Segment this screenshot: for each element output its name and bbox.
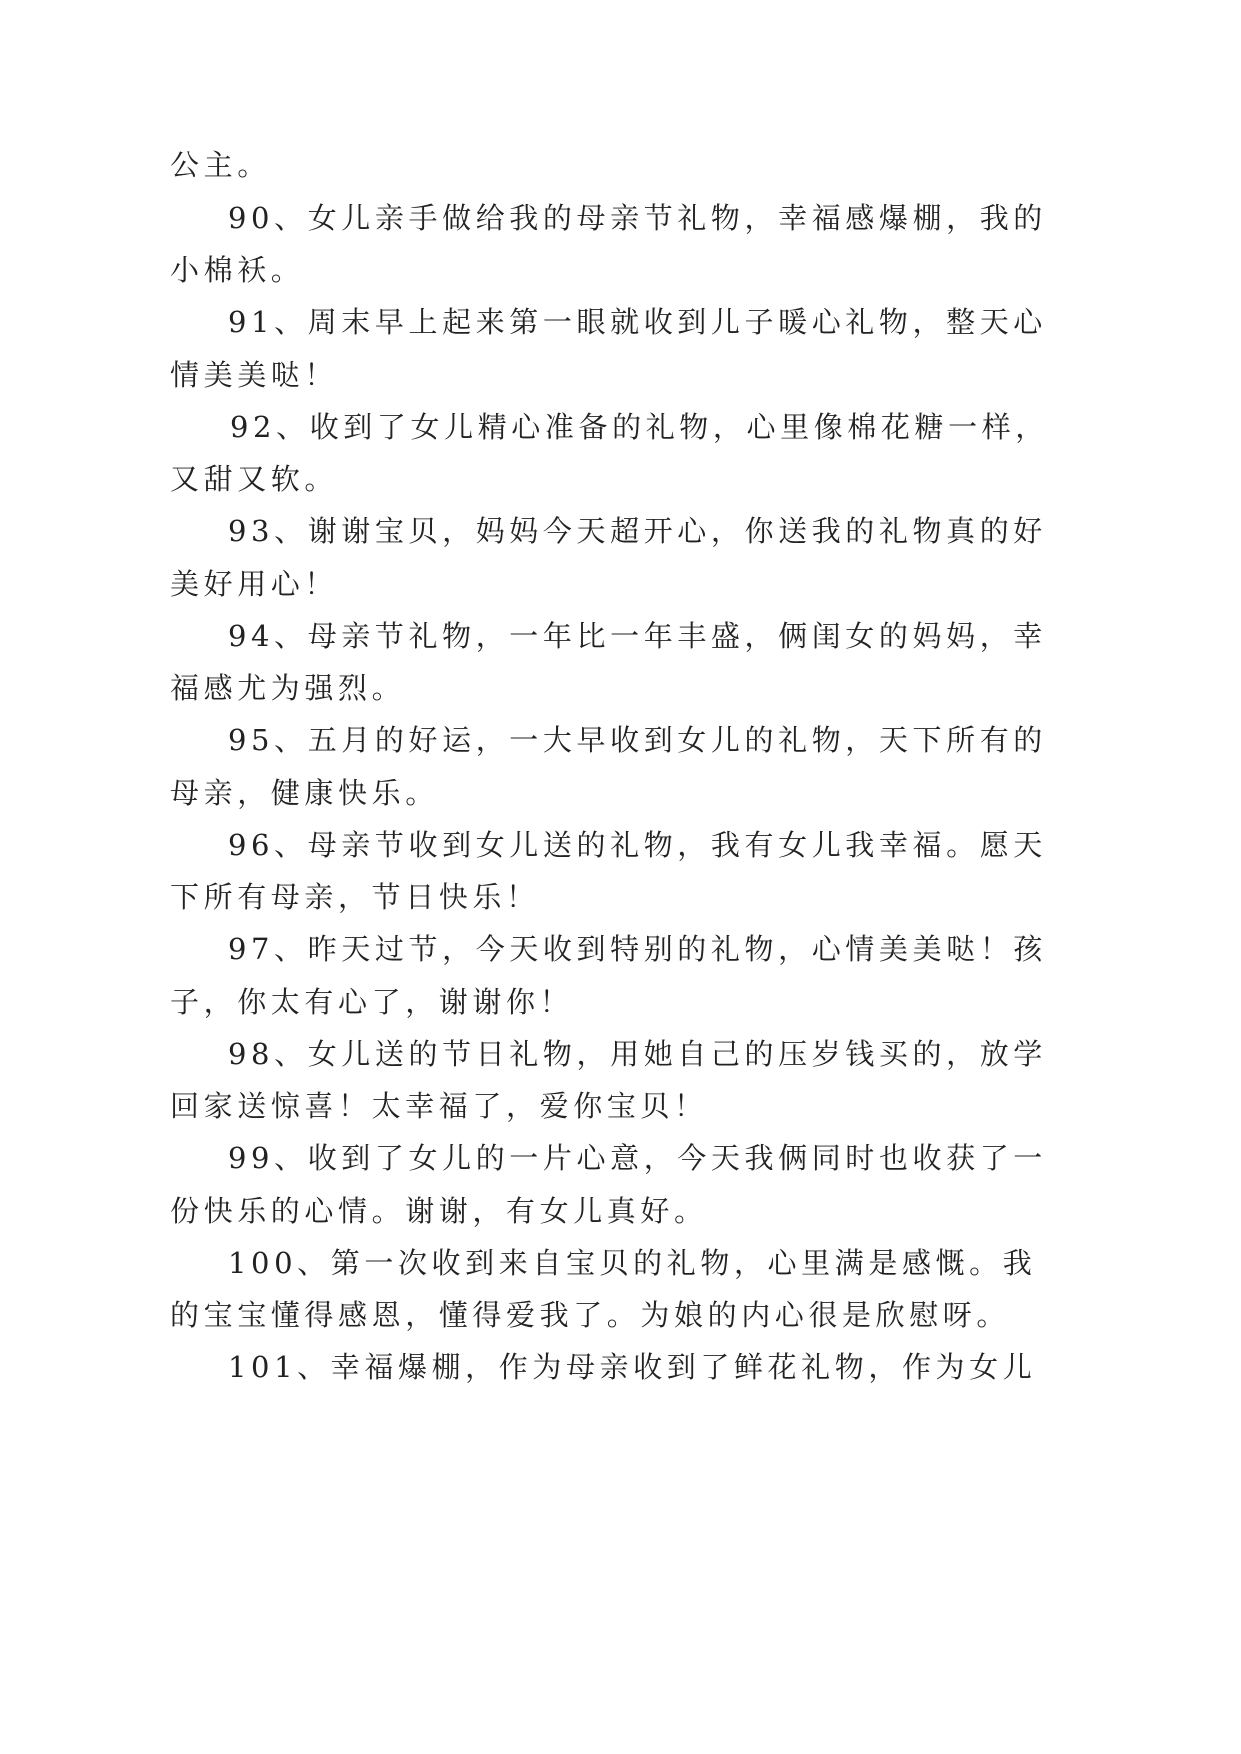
text-line: 小棉袄。 — [170, 253, 305, 287]
text-line: 100、第一次收到来自宝贝的礼物，心里满是感慨。我 — [228, 1246, 1037, 1280]
text-line: 98、女儿送的节日礼物，用她自己的压岁钱买的，放学 — [228, 1037, 1047, 1071]
text-line: 母亲，健康快乐。 — [170, 776, 439, 810]
text-line: 91、周末早上起来第一眼就收到儿子暖心礼物，整天心 — [228, 305, 1047, 339]
text-line: 福感尤为强烈。 — [170, 671, 406, 705]
text-line: 份快乐的心情。谢谢，有女儿真好。 — [170, 1194, 708, 1228]
text-line: 92、收到了女儿精心准备的礼物，心里像棉花糖一样， — [230, 410, 1049, 444]
text-line: 97、昨天过节，今天收到特别的礼物，心情美美哒！孩 — [228, 932, 1047, 966]
text-line: 96、母亲节收到女儿送的礼物，我有女儿我幸福。愿天 — [228, 828, 1047, 862]
text-line: 94、母亲节礼物，一年比一年丰盛，俩闺女的妈妈，幸 — [228, 619, 1047, 653]
text-line: 90、女儿亲手做给我的母亲节礼物，幸福感爆棚，我的 — [228, 201, 1047, 235]
text-line: 回家送惊喜！太幸福了，爱你宝贝！ — [170, 1089, 708, 1123]
text-line: 又甜又软。 — [170, 462, 339, 496]
text-line: 公主。 — [170, 148, 271, 182]
text-line: 下所有母亲，节日快乐！ — [170, 880, 540, 914]
text-line: 99、收到了女儿的一片心意，今天我俩同时也收获了一 — [228, 1141, 1047, 1175]
text-line: 美好用心！ — [170, 567, 339, 601]
text-line: 93、谢谢宝贝，妈妈今天超开心，你送我的礼物真的好 — [228, 514, 1047, 548]
text-line: 101、幸福爆棚，作为母亲收到了鲜花礼物，作为女儿 — [228, 1350, 1037, 1384]
text-line: 95、五月的好运，一大早收到女儿的礼物，天下所有的 — [228, 723, 1047, 757]
text-line: 情美美哒！ — [170, 358, 339, 392]
text-line: 子，你太有心了，谢谢你！ — [170, 985, 574, 1019]
text-line: 的宝宝懂得感恩，懂得爱我了。为娘的内心很是欣慰呀。 — [170, 1298, 1011, 1332]
